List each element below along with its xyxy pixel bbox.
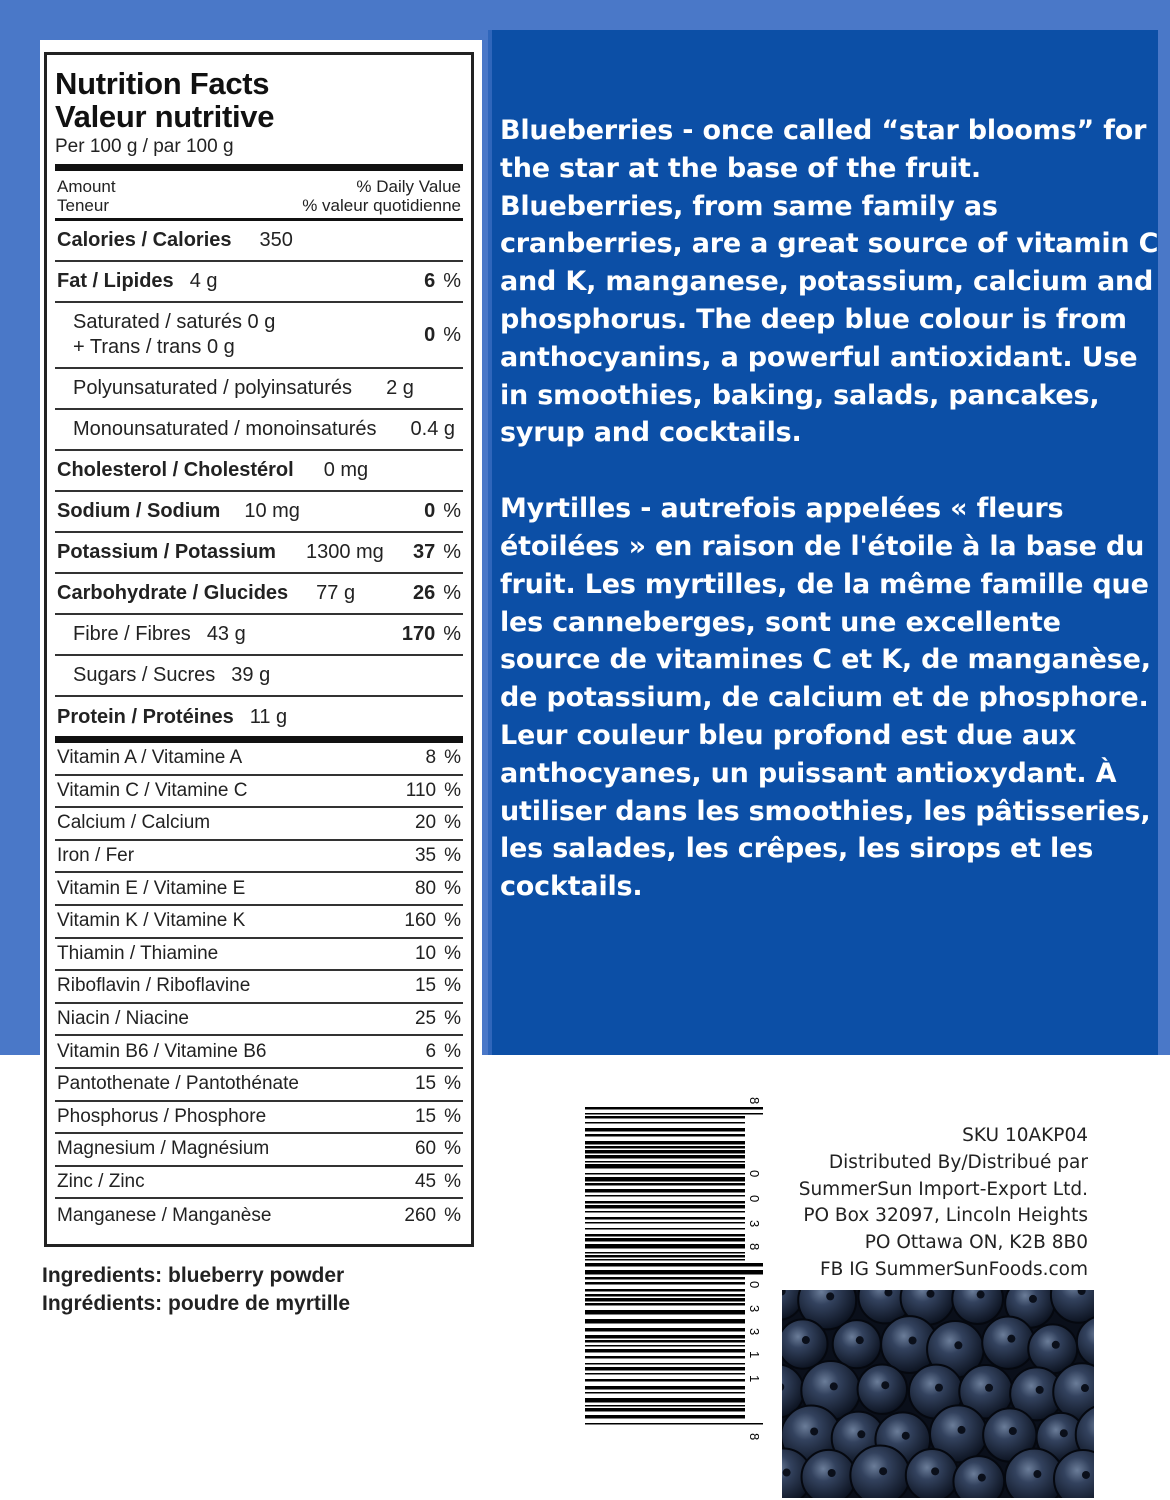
percent-symbol: % [443,623,461,645]
barcode-bar [585,1177,745,1182]
nutrient-row [55,451,463,492]
ingredients-en: Ingredients: blueberry powder [42,1264,345,1287]
barcode-bar [585,1423,763,1425]
percent-symbol: % [444,942,461,964]
barcode-bar [585,1259,745,1261]
barcode-bar [585,1134,745,1137]
divider-thick [55,164,463,171]
barcode-bar [585,1289,745,1292]
percent-symbol: % [443,541,461,563]
barcode-bar [585,1244,745,1249]
vitamin-row [55,1199,463,1232]
barcode-digit: 8 [747,1243,762,1251]
barcode-bar [585,1363,745,1365]
barcode-digit: 1 [747,1351,762,1359]
blueberries-photo [782,1290,1094,1498]
nutrition-facts-table [44,52,474,1247]
blueberry-crown [1029,1295,1037,1303]
nutrient-name: Calories / Calories [57,229,232,251]
barcode-bar [585,1201,745,1204]
barcode-bar [585,1141,745,1145]
vitamin-name: Magnesium / Magnésium [57,1138,270,1160]
nutrient-name: Polyunsaturated / polyinsaturés [73,377,353,399]
serving-size: Per 100 g / par 100 g [55,136,234,157]
vitamin-row [55,841,463,874]
percent-symbol: % [444,910,461,932]
nutrient-amount: 0.4 g [410,418,455,440]
percent-value: 0 [424,323,436,346]
daily-value-percent [415,943,461,965]
nutrient-amount: 10 mg [244,500,300,522]
percent-value: 8 [425,747,437,769]
barcode-bar [585,1398,745,1403]
barcode-bar [585,1205,745,1209]
barcode-bar [585,1183,745,1186]
distributor-info [760,1123,1088,1284]
barcode-bar [585,1128,745,1132]
barcode-digit: 3 [747,1328,762,1336]
blueberry-crown [828,1469,836,1477]
blueberry-crown [1060,1429,1068,1437]
vitamin-name: Thiamin / Thiamine [57,942,219,964]
vitamin-name: Vitamin C / Vitamine C [57,779,248,801]
table-header [55,171,463,218]
barcode-bar [585,1189,745,1193]
vitamin-row [55,1167,463,1200]
percent-value: 15 [414,975,437,997]
barcode-bar [585,1228,745,1230]
barcode-bar [585,1195,745,1197]
nutrient-amount: 1300 mg [305,541,384,563]
percent-symbol: % [444,747,461,769]
barcode-bar [585,1310,745,1315]
percent-value: 37 [412,541,436,563]
percent-symbol: % [444,877,461,899]
nutrient-amount: 11 g [249,706,288,728]
barcode-bar [585,1161,745,1163]
address-line-2: PO Ottawa ON, K2B 8B0 [864,1232,1088,1254]
description-en: Blueberries - once called “star blooms” for the star at the base of the fruit. Blueberries, from same family as cranberries, are a great source of vitamin C and K, manganese, potassium, calcium and phosphorus. The deep blue colour is from anthocyanins, a powerful antioxidant. Use in smoothies, baking, salads, pancakes, syrup and cocktails. [500,115,1159,449]
product-description [500,112,1160,906]
blueberry-crown [1007,1335,1015,1343]
daily-value-percent [415,1073,461,1095]
vitamin-row [55,971,463,1004]
blueberry-crown [902,1432,910,1440]
daily-value-label-fr: % valeur quotidienne [302,196,461,215]
ingredients [42,1262,350,1318]
nutrient-name: Carbohydrate / Glucides [57,582,289,604]
barcode-bar [585,1367,745,1371]
daily-value-percent [415,1171,461,1193]
barcode-bar [585,1392,745,1394]
nutrient-row [55,262,463,303]
nutrient-amount: 39 g [231,664,271,686]
vitamin-name: Niacin / Niacine [57,1008,189,1030]
vitamin-row [55,1036,463,1069]
blueberry-crown [1009,1427,1017,1435]
blueberry-crown [879,1467,887,1475]
blueberry-crown [857,1430,865,1438]
blueberry-crown [810,1427,818,1435]
daily-value-percent [413,541,461,564]
percent-value: 0 [424,500,436,522]
blueberry [782,1319,828,1368]
nutrient-amount: 2 g [386,377,414,399]
barcode-bar [585,1277,745,1280]
blueberry [858,1364,907,1413]
percent-value: 160 [404,910,437,932]
barcode-digit: 1 [747,1375,762,1383]
barcode-bar [585,1415,745,1419]
nutrient-row [55,410,463,451]
social-handle: FB IG SummerSunFoods.com [820,1258,1088,1280]
percent-value: 35 [414,845,437,867]
nutrition-title-fr: Valeur nutritive [55,99,275,134]
vitamin-row [55,873,463,906]
ingredients-fr: Ingrédients: poudre de myrtille [42,1292,351,1315]
blueberry-crown [931,1467,939,1475]
daily-value-percent [424,500,461,523]
barcode-digit: 0 [747,1281,762,1289]
barcode-bar [585,1263,763,1267]
percent-symbol: % [444,1008,461,1030]
blueberry-crown [909,1337,917,1345]
blueberry-crown [1082,1471,1090,1479]
blueberry-crown [958,1426,966,1434]
blueberry-crown [1081,1384,1089,1392]
nutrient-name-2: + Trans / trans 0 g [73,336,235,358]
nutrient-amount: 43 g [206,623,246,645]
daily-value-percent [415,1106,461,1128]
barcode-bar [585,1107,763,1110]
barcode-bar [585,1234,745,1237]
percent-value: 260 [404,1204,437,1226]
description-fr: Myrtilles - autrefois appelées « fleurs étoilées » en raison de l'étoile à la base du fruit. Les myrtilles, de la même famille que les canneberges, sont une excellente source de vitamines C et K, de manganèse, de potassium, de calcium et de phosphore. Leur couleur bleu profond est due aux anthocyanes, un puissant antioxydant. À utiliser dans les smoothies, les pâtisseries, les salades, les crêpes, les sirops et les cocktails. [500,493,1151,903]
percent-symbol: % [444,1040,461,1062]
sku-text: SKU 10AKP04 [962,1125,1088,1146]
nutrient-name: Protein / Protéines [57,706,234,728]
blueberry-crown [830,1382,838,1390]
daily-value-percent [404,1205,461,1227]
vitamin-row [55,1069,463,1102]
vitamin-name: Pantothenate / Pantothénate [57,1073,299,1095]
barcode-bar [585,1335,745,1339]
barcode-image [580,1085,770,1450]
nutrient-row [55,615,463,656]
nutrient-row [55,697,463,738]
vitamin-row [55,743,463,776]
nutrient-amount: 77 g [316,582,356,604]
vitamin-row [55,1134,463,1167]
barcode-bar [585,1222,745,1224]
company-name: SummerSun Import-Export Ltd. [798,1178,1088,1200]
percent-value: 26 [412,582,436,604]
daily-value-percent [415,1008,461,1030]
blueberry-crown [978,1474,986,1482]
percent-symbol: % [444,1138,461,1160]
nutrition-facts-panel [40,40,482,1255]
barcode-bar [585,1113,763,1115]
blueberry [833,1320,881,1368]
vitamin-rows [55,743,463,1232]
percent-value: 15 [414,1105,437,1127]
daily-value-percent [415,878,461,900]
blueberry-crown [977,1291,985,1299]
daily-value-percent [404,910,461,932]
barcode-bar [585,1217,745,1220]
vitamin-row [55,939,463,972]
vitamin-name: Zinc / Zinc [57,1171,145,1193]
nutrient-rows [55,221,463,738]
blueberry-crown [856,1336,864,1344]
blueberry-crown [954,1341,962,1349]
nutrient-name: Potassium / Potassium [57,541,276,563]
percent-value: 25 [414,1008,437,1030]
barcode-bar [585,1238,745,1242]
percent-value: 45 [414,1171,437,1193]
daily-value-percent [402,623,461,646]
blueberry-crown [802,1336,810,1344]
daily-value-percent [424,270,461,293]
vitamin-row [55,906,463,939]
vitamin-name: Phosphorus / Phosphore [57,1105,267,1127]
divider-vitamins [55,736,463,743]
barcode-digit: 8 [747,1097,762,1105]
barcode-bar [585,1173,745,1175]
barcode-bar [585,1373,745,1375]
barcode-bar [585,1150,745,1154]
vitamin-name: Vitamin B6 / Vitamine B6 [57,1040,267,1062]
barcode-bar [585,1155,745,1159]
percent-symbol: % [444,1073,461,1095]
percent-symbol: % [444,975,461,997]
barcode-bar [585,1356,745,1359]
amount-label-fr: Teneur [57,196,109,215]
nutrient-name: Saturated / saturés 0 g [73,311,276,333]
percent-value: 110 [405,779,437,801]
percent-symbol: % [443,323,461,346]
barcode-bar [585,1146,745,1149]
nutrient-amount: 4 g [189,270,218,292]
percent-symbol: % [444,812,461,834]
vitamin-row [55,776,463,809]
barcode-bar [585,1328,745,1332]
barcode-bar [585,1298,745,1302]
barcode-bar [585,1255,745,1258]
nutrient-amount: 0 mg [323,459,369,481]
nutrient-row [55,221,463,262]
nutrient-row [55,492,463,533]
nutrient-amount: 350 [259,229,293,251]
barcode-bar [585,1164,745,1169]
blueberry-crown [935,1384,943,1392]
percent-symbol: % [444,1105,461,1127]
vitamin-name: Vitamin K / Vitamine K [57,910,246,932]
daily-value-percent [415,845,461,867]
nutrient-name: Sodium / Sodium [57,500,221,522]
vitamin-name: Calcium / Calcium [57,812,211,834]
percent-value: 15 [414,1073,437,1095]
barcode-bar [585,1340,745,1343]
nutrient-name: Sugars / Sucres [73,664,216,686]
nutrient-name: Fat / Lipides [57,270,174,292]
blueberry-crown [783,1469,791,1477]
daily-value-percent [415,975,461,997]
blueberry [982,1317,1034,1369]
barcode-digit: 0 [747,1170,762,1178]
barcode-bar [585,1386,745,1390]
daily-value-percent [406,780,461,802]
address-line-1: PO Box 32097, Lincoln Heights [803,1205,1088,1227]
daily-value-percent [415,1138,461,1160]
vitamin-row [55,1004,463,1037]
daily-value-percent [426,747,461,769]
vitamin-name: Vitamin A / Vitamine A [57,747,243,769]
nutrient-name: Cholesterol / Cholestérol [57,459,294,481]
barcode-bar [585,1252,745,1254]
nutrient-row [55,533,463,574]
daily-value-percent [415,812,461,834]
nutrition-title [55,67,463,133]
barcode-bar [585,1211,745,1213]
vitamin-name: Iron / Fer [57,845,135,867]
percent-symbol: % [443,500,461,522]
blueberry-crown [985,1384,993,1392]
percent-value: 60 [414,1138,437,1160]
percent-value: 6 [424,270,436,292]
vitamin-name: Riboflavin / Riboflavine [57,975,251,997]
nutrient-row [55,369,463,410]
percent-symbol: % [444,1204,461,1226]
nutrition-title-en: Nutrition Facts [55,66,270,101]
daily-value-label-en: % Daily Value [356,177,461,196]
percent-symbol: % [443,270,461,292]
barcode-bar [585,1303,745,1306]
nutrient-name: Monounsaturated / monoinsaturés [73,418,377,440]
vitamin-row [55,808,463,841]
barcode-bar [585,1270,763,1275]
barcode-bar [585,1116,745,1119]
barcode-digit: 3 [747,1305,762,1313]
barcode-digit: 8 [747,1433,762,1441]
barcode-bar [585,1282,745,1285]
percent-symbol: % [444,779,461,801]
vitamin-name: Manganese / Manganèse [57,1204,272,1226]
percent-symbol: % [443,582,461,604]
percent-value: 6 [425,1040,437,1062]
daily-value-percent [426,1041,461,1063]
blueberry-crown [881,1381,889,1389]
nutrient-row [55,656,463,697]
blueberry-crown [927,1290,935,1298]
nutrient-row [55,574,463,615]
percent-value: 80 [414,877,437,899]
barcode-bar [585,1379,745,1382]
barcode-bar [585,1122,745,1124]
barcode-bar [585,1349,745,1353]
blueberry-crown [1033,1470,1041,1478]
barcode-bar [585,1405,745,1407]
barcode-bars [585,1107,763,1425]
blueberry-crown [1052,1341,1060,1349]
barcode-bar [585,1408,745,1412]
amount-label-en: Amount [57,177,116,196]
percent-value: 20 [414,812,437,834]
blueberry-crown [1036,1386,1044,1394]
percent-symbol: % [444,1171,461,1193]
blueberry-crown [826,1292,834,1300]
vitamin-row [55,1102,463,1135]
barcode-digit: 3 [747,1220,762,1228]
barcode-bar [585,1345,745,1347]
barcode-bar [585,1319,745,1324]
percent-value: 170 [401,623,436,645]
percent-value: 10 [414,942,437,964]
nutrient-row [55,303,463,369]
barcode-bar [585,1294,745,1297]
distributed-by: Distributed By/Distribué par [828,1151,1088,1173]
nutrient-name: Fibre / Fibres [73,623,191,645]
vitamin-name: Vitamin E / Vitamine E [57,877,246,899]
daily-value-percent [413,582,461,605]
daily-value-percent [424,324,461,347]
percent-symbol: % [444,845,461,867]
barcode-digit: 0 [747,1195,762,1203]
